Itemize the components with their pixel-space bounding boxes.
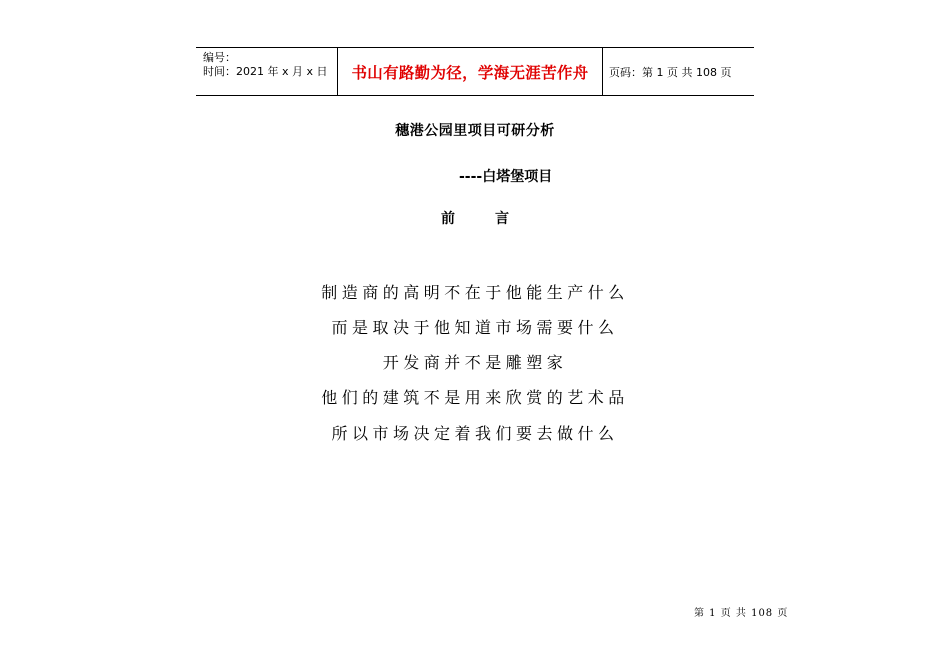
verse-line: 他们的建筑不是用来欣赏的艺术品 — [321, 388, 629, 407]
section-heading — [0, 208, 950, 228]
verse-line: 制造商的高明不在于他能生产什么 — [321, 283, 629, 302]
page-footer-number: 第 1 页 共 108 页 — [694, 608, 789, 619]
header-page-info: 页码：第 1 页 共 108 页 — [609, 65, 732, 79]
verse-line: 而是取决于他知道市场需要什么 — [331, 318, 619, 337]
header-meta-cell — [196, 48, 338, 95]
document-subtitle: ----白塔堡项目 — [459, 169, 553, 185]
verse-line: 所以市场决定着我们要去做什么 — [331, 424, 619, 443]
verse-line: 开发商并不是雕塑家 — [382, 353, 568, 372]
section-heading-char-2: 言 — [495, 211, 509, 227]
document-title: 穗港公园里项目可研分析 — [395, 123, 555, 139]
code-label: 编号： — [203, 51, 236, 64]
header-motto: 书山有路勤为径，学海无涯苦作舟 — [338, 48, 603, 95]
page-header — [196, 47, 754, 96]
time-label: 时间：2021 年 x 月 x 日 — [203, 65, 328, 78]
section-heading-char-1: 前 — [441, 211, 455, 227]
